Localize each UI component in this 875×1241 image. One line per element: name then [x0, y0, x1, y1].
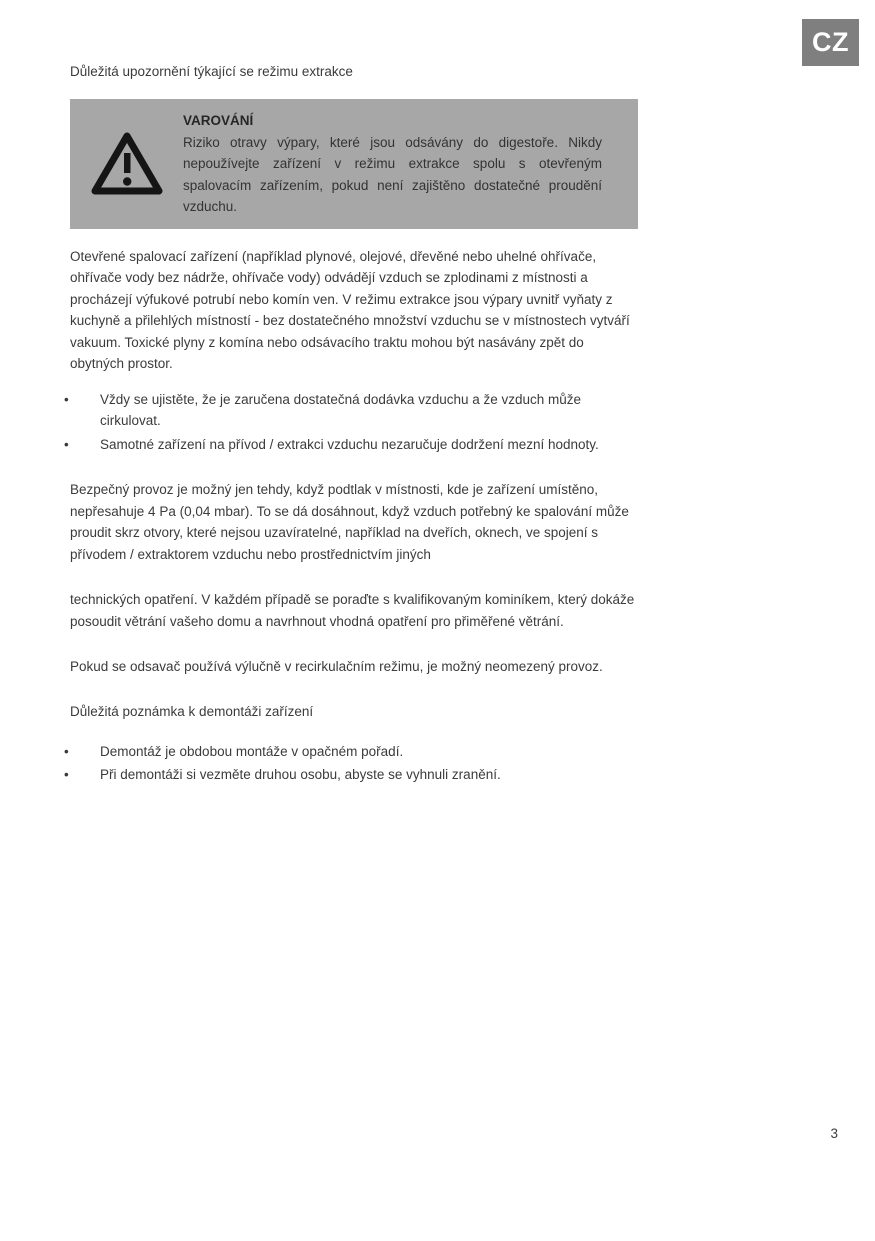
bullet-list-air-supply — [62, 389, 638, 456]
list-item-text: Při demontáži si vezměte druhou osobu, abyste se vyhnuli zranění. — [100, 767, 501, 782]
list-item-text: Vždy se ujistěte, že je zaručena dostatečná dodávka vzduchu a že vzduch může cirkulovat. — [100, 391, 582, 428]
bullet-list-disassembly — [62, 741, 638, 786]
language-badge-label: CZ — [812, 27, 849, 57]
section-heading-disassembly: Důležitá poznámka k demontáži zařízení — [70, 703, 314, 719]
list-item-text: Samotné zařízení na přívod / extrakci vzduchu nezaručuje dodržení mezní hodnoty. — [100, 436, 599, 452]
paragraph-safe-operation: Bezpečný provoz je možný jen tehdy, když podtlak v místnosti, kde je zařízení umístěno, nepřesahuje 4 Pa (0,04 mbar). To se dá dosáhnout, když vzduch potřebný ke spalování může proudit skrz otvory, které nejsou uzavíratelné, například na dveřích, oknech, ve spojení s přívodem / extraktorem vzduchu nebo prostřednictvím jiných — [70, 482, 629, 562]
page-number: 3 — [830, 1126, 838, 1141]
list-item — [62, 764, 638, 786]
warning-icon-column — [70, 110, 183, 218]
bullet-icon: • — [64, 436, 69, 452]
list-item — [62, 741, 638, 763]
language-badge — [802, 19, 859, 66]
warning-triangle-icon — [89, 130, 165, 198]
list-item-text: Demontáž je obdobou montáže v opačném pořadí. — [100, 743, 404, 759]
paragraph-technical-measures: technických opatření. V každém případě se poraďte s kvalifikovaným kominíkem, který dokáže posoudit větrání vašeho domu a navrhnout vhodná opatření pro přiměřené větrání. — [70, 592, 635, 629]
warning-text-block — [183, 110, 602, 218]
list-item — [62, 389, 638, 432]
warning-box — [70, 99, 638, 229]
warning-title: VAROVÁNÍ — [183, 113, 254, 128]
bullet-icon: • — [64, 391, 69, 407]
paragraph-open-combustion: Otevřené spalovací zařízení (například plynové, olejové, dřevěné nebo uhelné ohřívače, ohřívače vody bez nádrže, ohřívače vody) odvádějí vzduch se zplodinami z místnosti a procházejí výfukové potrubí nebo komín ven. V režimu extrakce jsou výpary uvnitř vyňaty z kuchyně a přilehlých místností - bez dostatečného množství vzduchu se v místnostech vytváří vakuum. Toxické plyny z komína nebo odsávacího traktu mohou být nasávány zpět do obytných prostor. — [70, 248, 630, 371]
bullet-icon: • — [64, 743, 69, 759]
warning-body-text: Riziko otravy výpary, které jsou odsávány do digestoře. Nikdy nepoužívejte zařízení v režimu extrakce spolu s otevřeným spalovacím zařízením, pokud není zajištěno dostatečné proudění vzduchu. — [183, 134, 602, 214]
list-item — [62, 434, 638, 456]
paragraph-recirculation-mode: Pokud se odsavač používá výlučně v recirkulačním režimu, je možný neomezený provoz. — [70, 659, 603, 674]
page-content — [64, 62, 638, 786]
bullet-icon: • — [64, 767, 69, 782]
section-heading-extraction: Důležitá upozornění týkající se režimu extrakce — [70, 64, 353, 79]
